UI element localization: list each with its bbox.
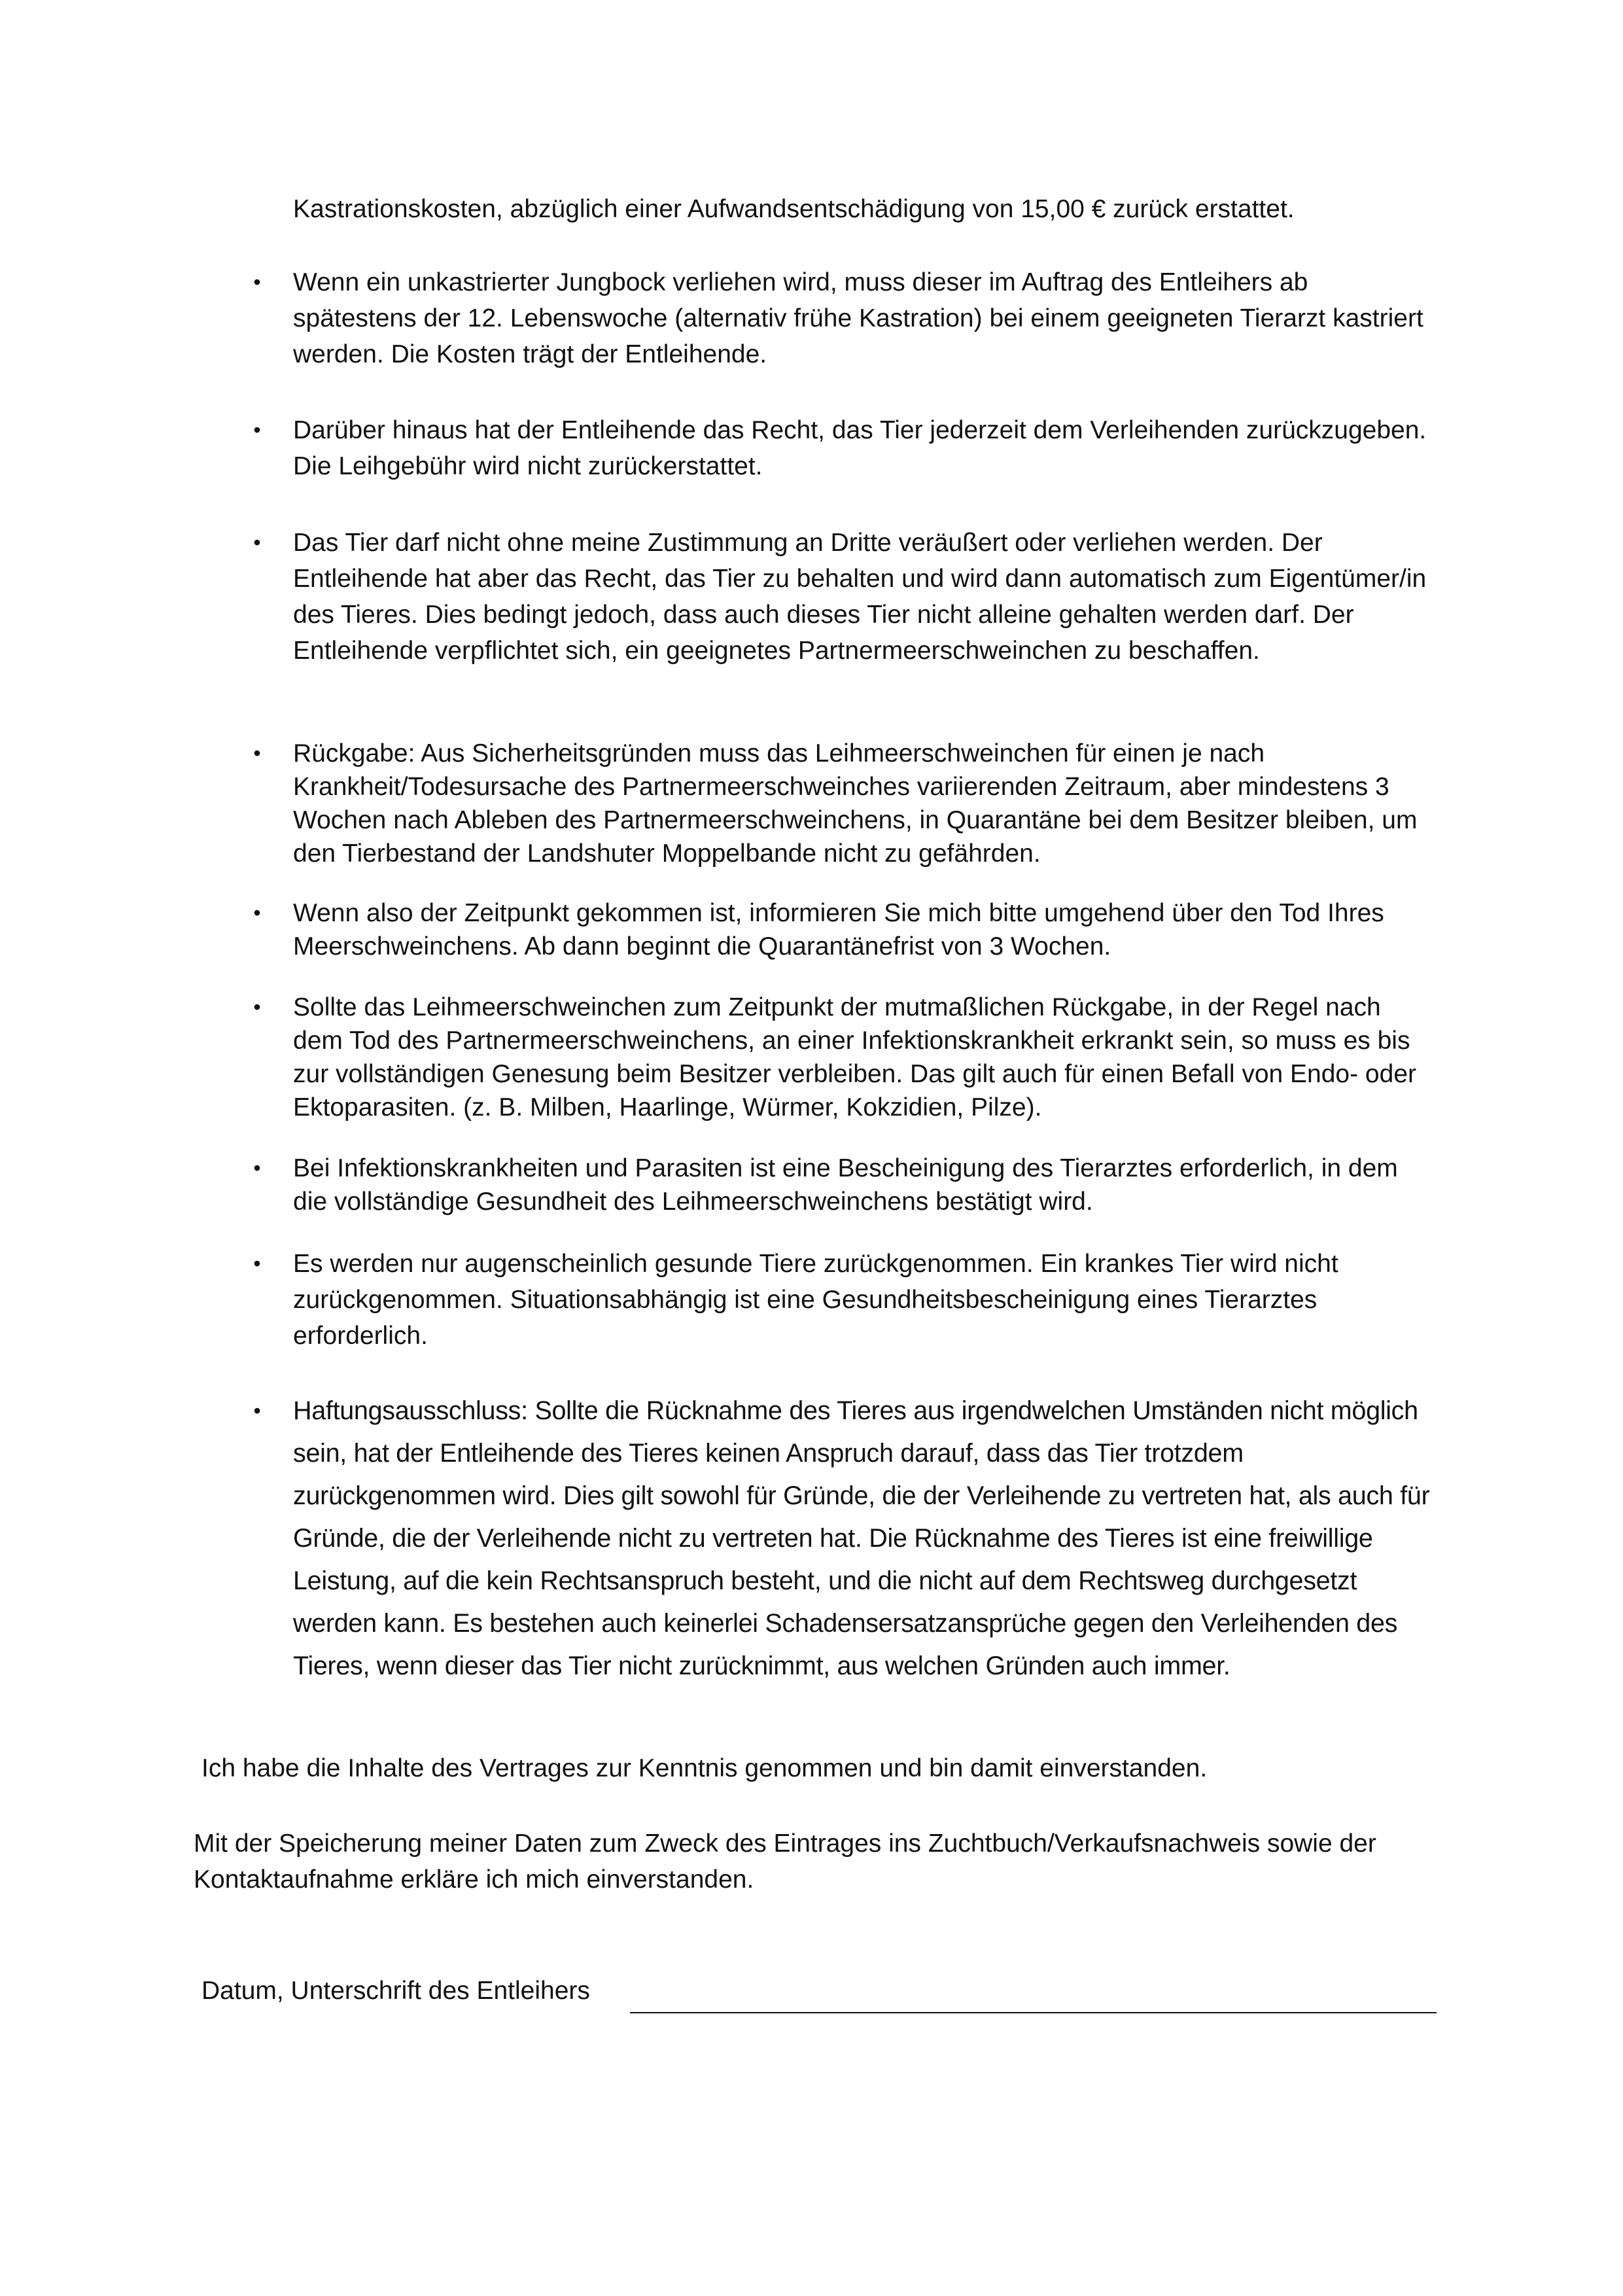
signature-line[interactable] [630, 2012, 1437, 2013]
list-item [253, 991, 1431, 1124]
continuation-text: Kastrationskosten, abzüglich einer Aufwandsentschädigung von 15,00 € zurück erstattet. [293, 195, 1295, 223]
list-item [253, 737, 1431, 870]
bullet-icon: • [253, 418, 261, 442]
list-item-text: Rückgabe: Aus Sicherheitsgründen muss das Leihmeerschweinchen für einen je nach Krankheit/Todesursache des Partnermeerschweinches variierenden Zeitraum, aber mindestens 3 Wochen nach Ableben des Partnermeerschweinchens, in Quarantäne bei dem Besitzer bleiben, um den Tierbestand der Landshuter Moppelbande nicht zu gefährden. [293, 739, 1418, 868]
list-item-text: Sollte das Leihmeerschweinchen zum Zeitpunkt der mutmaßlichen Rückgabe, in der Regel nach dem Tod des Partnermeerschweinchens, an einer Infektionskrankheit erkrankt sein, so muss es bis zur vollständigen Genesung beim Besitzer verbleiben. Das gilt auch für einen Befall von Endo- oder Ektoparasiten. (z. B. Milben, Haarlinge, Würmer, Kokzidien, Pilze). [293, 993, 1416, 1122]
signature-label: Datum, Unterschrift des Entleihers [201, 1977, 590, 2005]
list-item [253, 1390, 1431, 1687]
list-item [253, 896, 1431, 963]
consent-text-data-storage: Mit der Speicherung meiner Daten zum Zweck des Eintrages ins Zuchtbuch/Verkaufsnachweis sowie der Kontaktaufnahme erkläre ich mich einverstanden. [194, 1829, 1376, 1894]
list-item [253, 1152, 1431, 1218]
list-item-text: Bei Infektionskrankheiten und Parasiten ist eine Bescheinigung des Tierarztes erforderlich, in dem die vollständige Gesundheit des Leihmeerschweinchens bestätigt wird. [293, 1154, 1398, 1216]
list-item [253, 412, 1431, 484]
bullet-icon: • [253, 1399, 261, 1422]
list-item-text: Das Tier darf nicht ohne meine Zustimmung an Dritte veräußert oder verliehen werden. Der Entleihende hat aber das Recht, das Tier zu behalten und wird dann automatisch zum Eigentümer/in des Tieres. Dies bedingt jedoch, dass auch dieses Tier nicht alleine gehalten werden darf. Der Entleihende verpflichtet sich, ein geeignetes Partnermeerschweinchen zu beschaffen. [293, 529, 1427, 665]
list-item-text: Wenn ein unkastrierter Jungbock verliehen wird, muss dieser im Auftrag des Entleihers ab spätestens der 12. Lebenswoche (alternativ frühe Kastration) bei einem geeigneten Tierarzt kastriert werden. Die Kosten trägt der Entleihende. [293, 268, 1423, 368]
list-item [253, 525, 1431, 669]
bullet-icon: • [253, 741, 261, 765]
consent-text-contract: Ich habe die Inhalte des Vertrages zur Kenntnis genommen und bin damit einverstanden. [201, 1754, 1208, 1782]
list-item-text: Es werden nur augenscheinlich gesunde Tiere zurückgenommen. Ein krankes Tier wird nicht zurückgenommen. Situationsabhängig ist eine Gesundheitsbescheinigung eines Tierarztes erforderlich. [293, 1250, 1338, 1350]
bullet-icon: • [253, 901, 261, 925]
list-item-text: Wenn also der Zeitpunkt gekommen ist, informieren Sie mich bitte umgehend über den Tod Ihres Meerschweinchens. Ab dann beginnt die Quarantänefrist von 3 Wochen. [293, 899, 1384, 961]
bullet-icon: • [253, 531, 261, 554]
bullet-icon: • [253, 1156, 261, 1180]
list-item [253, 1246, 1431, 1354]
list-item-text: Darüber hinaus hat der Entleihende das Recht, das Tier jederzeit dem Verleihenden zurückzugeben. Die Leihgebühr wird nicht zurückerstattet. [293, 416, 1427, 480]
bullet-icon: • [253, 270, 261, 294]
bullet-icon: • [253, 1252, 261, 1275]
bullet-icon: • [253, 995, 261, 1019]
list-item-text: Haftungsausschluss: Sollte die Rücknahme des Tieres aus irgendwelchen Umständen nicht möglich sein, hat der Entleihende des Tieres keinen Anspruch darauf, dass das Tier trotzdem zurückgenommen wird. Dies gilt sowohl für Gründe, die der Verleihende zu vertreten hat, als auch für Gründe, die der Verleihende nicht zu vertreten hat. Die Rücknahme des Tieres ist eine freiwillige Leistung, auf die kein Rechtsanspruch besteht, und die nicht auf dem Rechtsweg durchgesetzt werden kann. Es bestehen auch keinerlei Schadensersatzansprüche gegen den Verleihenden des Tieres, wenn dieser das Tier nicht zurücknimmt, aus welchen Gründen auch immer. [293, 1396, 1430, 1680]
list-item [253, 264, 1431, 372]
